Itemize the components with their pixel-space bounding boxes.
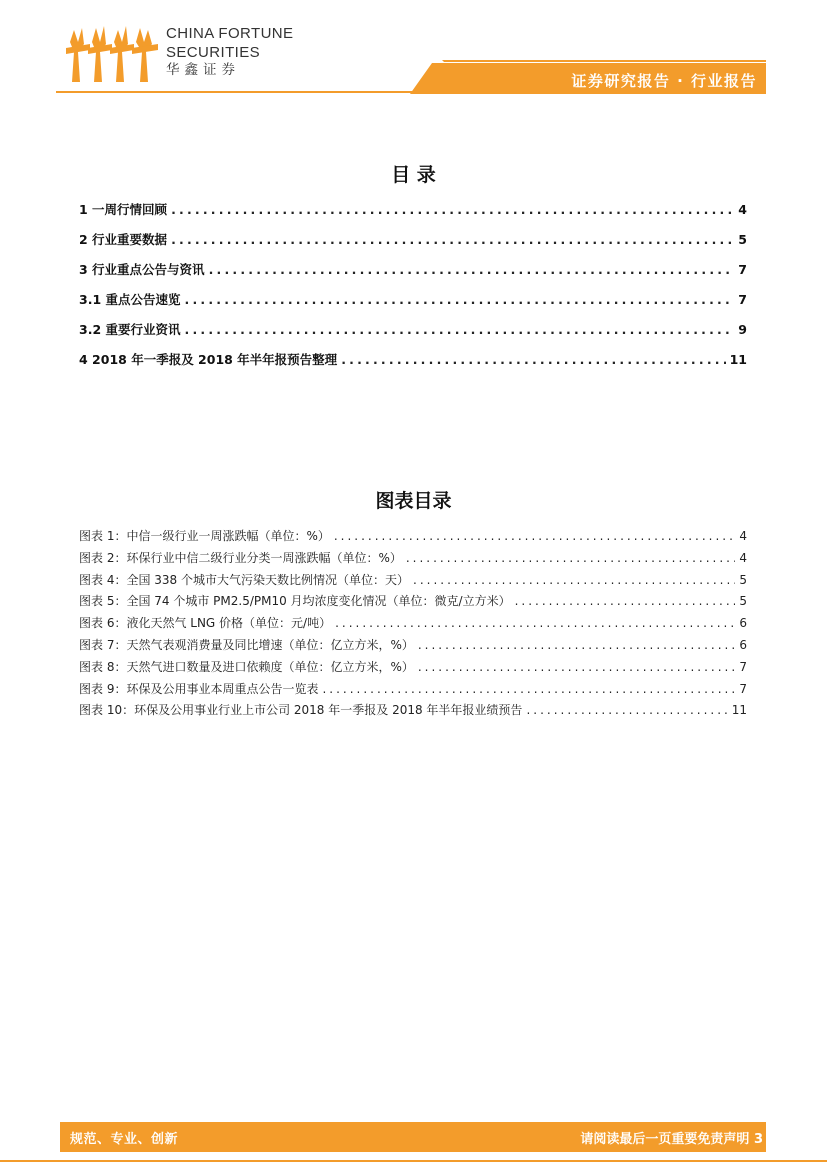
figure-item-label: 图表 6：液化天然气 LNG 价格（单位：元/吨） bbox=[79, 616, 332, 631]
figure-item-page: 7 bbox=[739, 681, 747, 696]
figure-item-label: 图表 5：全国 74 个城市 PM2.5/PM10 月均浓度变化情况（单位：微克/立方米） bbox=[79, 594, 511, 609]
toc-item-label: 1 一周行情回顾 bbox=[79, 202, 168, 217]
figure-item-label: 图表 2：环保行业中信二级行业分类一周涨跌幅（单位：%） bbox=[79, 550, 402, 565]
figure-item-page: 7 bbox=[739, 659, 747, 674]
toc-item-page: 11 bbox=[729, 352, 747, 367]
figure-item-page: 6 bbox=[739, 616, 747, 631]
toc-item-page: 7 bbox=[738, 292, 747, 307]
company-name-en-line2: SECURITIES bbox=[166, 44, 261, 61]
toc-item[interactable] bbox=[79, 350, 747, 380]
figure-item[interactable] bbox=[79, 527, 747, 549]
figure-item[interactable] bbox=[79, 680, 747, 702]
figure-leader bbox=[413, 573, 735, 587]
toc-leader bbox=[171, 202, 734, 217]
figure-leader bbox=[406, 551, 736, 565]
figure-item-label: 图表 4：全国 338 个城市大气污染天数比例情况（单位：天） bbox=[79, 572, 409, 587]
figure-item[interactable] bbox=[79, 571, 747, 593]
footer-divider bbox=[0, 1160, 827, 1162]
company-name bbox=[166, 26, 293, 78]
figure-item-page: 5 bbox=[739, 572, 747, 587]
company-name-en-line1: CHINA FORTUNE bbox=[166, 25, 294, 42]
toc-item-label: 4 2018 年一季报及 2018 年半年报预告整理 bbox=[79, 352, 338, 367]
toc-item-label: 3.1 重点公告速览 bbox=[79, 292, 181, 307]
figure-item[interactable] bbox=[79, 658, 747, 680]
figure-item-label: 图表 8：天然气进口数量及进口依赖度（单位：亿立方米，%） bbox=[79, 659, 414, 674]
toc-item[interactable] bbox=[79, 200, 747, 230]
header-divider bbox=[56, 91, 436, 93]
footer-disclaimer-note: 请阅读最后一页重要免责声明 3 bbox=[580, 1132, 763, 1147]
toc-title: 目 录 bbox=[391, 164, 436, 186]
figure-item[interactable] bbox=[79, 701, 747, 723]
figure-leader bbox=[334, 529, 736, 543]
figure-item[interactable] bbox=[79, 636, 747, 658]
toc-leader bbox=[209, 262, 735, 277]
company-name-cn: 华鑫证券 bbox=[166, 62, 240, 78]
report-type-label: 证券研究报告 · 行业报告 bbox=[571, 72, 757, 90]
figure-item-page: 4 bbox=[739, 529, 747, 543]
figure-item-label: 图表 1：中信一级行业一周涨跌幅（单位：%） bbox=[79, 529, 330, 543]
toc-item-page: 7 bbox=[738, 262, 747, 277]
toc-leader bbox=[185, 322, 735, 337]
figures-list bbox=[79, 527, 747, 723]
figure-item-label: 图表 7：天然气表观消费量及同比增速（单位：亿立方米，%） bbox=[79, 637, 414, 652]
figure-item-page: 6 bbox=[739, 637, 747, 652]
toc-item-page: 5 bbox=[738, 232, 747, 247]
figure-leader bbox=[418, 660, 736, 674]
toc-item-page: 9 bbox=[738, 322, 747, 337]
figure-item-label: 图表 9：环保及公用事业本周重点公告一览表 bbox=[79, 681, 319, 696]
figure-leader bbox=[418, 638, 736, 652]
toc-item[interactable] bbox=[79, 230, 747, 260]
toc-leader bbox=[185, 292, 735, 307]
toc-item[interactable] bbox=[79, 290, 747, 320]
toc-item-page: 4 bbox=[738, 202, 747, 217]
toc-item-label: 2 行业重要数据 bbox=[79, 232, 168, 247]
figure-item-label: 图表 10：环保及公用事业行业上市公司 2018 年一季报及 2018 年半年报业绩预告 bbox=[79, 703, 523, 718]
toc-item[interactable] bbox=[79, 260, 747, 290]
figures-title: 图表目录 bbox=[375, 490, 452, 512]
figure-item-page: 11 bbox=[731, 703, 747, 718]
figure-leader bbox=[335, 616, 735, 630]
toc-item-label: 3.2 重要行业资讯 bbox=[79, 322, 181, 337]
toc-leader bbox=[341, 352, 725, 367]
figure-item[interactable] bbox=[79, 614, 747, 636]
figure-leader bbox=[515, 594, 736, 608]
figure-item[interactable] bbox=[79, 592, 747, 614]
figure-item-page: 4 bbox=[739, 550, 747, 565]
figure-item-page: 5 bbox=[739, 594, 747, 609]
toc-item[interactable] bbox=[79, 320, 747, 350]
figure-item[interactable] bbox=[79, 549, 747, 571]
toc-item-label: 3 行业重点公告与资讯 bbox=[79, 262, 205, 277]
footer-slogan: 规范、专业、创新 bbox=[70, 1132, 179, 1147]
toc-leader bbox=[171, 232, 734, 247]
figure-leader bbox=[322, 682, 735, 696]
company-logo-icon bbox=[64, 22, 160, 84]
toc-list bbox=[79, 200, 747, 380]
figure-leader bbox=[526, 703, 727, 717]
